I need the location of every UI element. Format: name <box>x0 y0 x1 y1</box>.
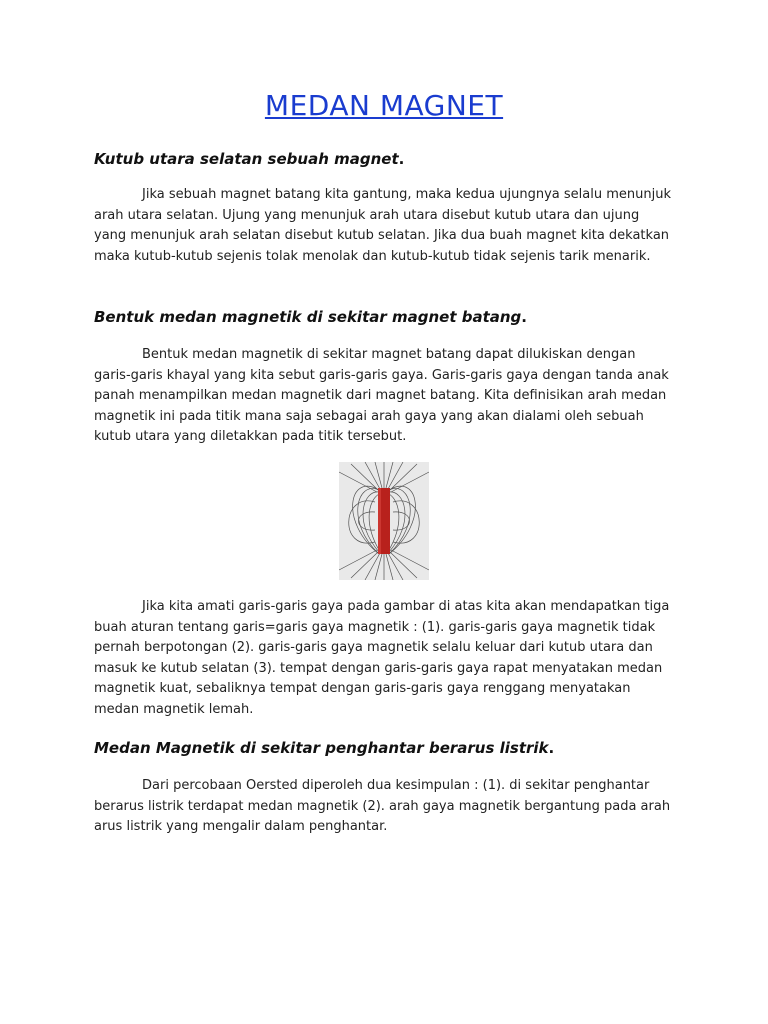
heading-period: . <box>521 308 527 326</box>
paragraph-kutub: Jika sebuah magnet batang kita gantung, maka kedua ujungnya selalu menunjuk arah utara selatan. Ujung yang menunjuk arah utara disebut kutub utara dan ujung yang menunjuk arah selatan disebut kutub selatan. Jika dua buah magnet kita dekatkan maka kutub-kutub sejenis tolak menolak dan kutub-kutub tidak sejenis tarik menarik. <box>94 187 671 264</box>
section-heading-kutub-text: Kutub utara selatan sebuah magnet <box>94 150 399 168</box>
section-heading-bentuk-text: Bentuk medan magnetik di sekitar magnet batang <box>94 308 522 326</box>
bar-magnet-field-image <box>339 462 429 580</box>
document-title: MEDAN MAGNET <box>264 89 504 122</box>
bar-magnet-field-lines-icon <box>339 462 429 580</box>
section-heading-bentuk <box>94 307 694 327</box>
section-heading-medan-magnetik-text: Medan Magnetik di sekitar penghantar berarus listrik <box>94 739 549 757</box>
heading-period: . <box>398 150 405 168</box>
paragraph-bentuk: Bentuk medan magnetik di sekitar magnet batang dapat dilukiskan dengan garis-garis khayal yang kita sebut garis-garis gaya. Garis-garis gaya dengan tanda anak panah menampilkan medan magnetik dari magnet batang. Kita definisikan arah medan magnetik ini pada titik mana saja sebagai arah gaya yang akan dialami oleh sebuah kutub utara yang diletakkan pada titik tersebut. <box>94 347 669 444</box>
section-heading-medan-magnetik <box>94 738 694 758</box>
heading-period: . <box>548 739 555 757</box>
section-heading-kutub <box>94 149 694 169</box>
paragraph-oersted: Dari percobaan Oersted diperoleh dua kesimpulan : (1). di sekitar penghantar berarus listrik terdapat medan magnetik (2). arah gaya magnetik bergantung pada arah arus listrik yang mengalir dalam penghantar. <box>94 778 671 834</box>
paragraph-garis-gaya: Jika kita amati garis-garis gaya pada gambar di atas kita akan mendapatkan tiga buah aturan tentang garis=garis gaya magnetik : (1). garis-garis gaya magnetik tidak pernah berpotongan (2). garis-garis gaya magnetik selalu keluar dari kutub utara dan masuk ke kutub selatan (3). tempat dengan garis-garis gaya rapat menyatakan medan magnetik kuat, sebaliknya tempat dengan garis-garis gaya renggang menyatakan medan magnetik lemah. <box>94 599 670 717</box>
